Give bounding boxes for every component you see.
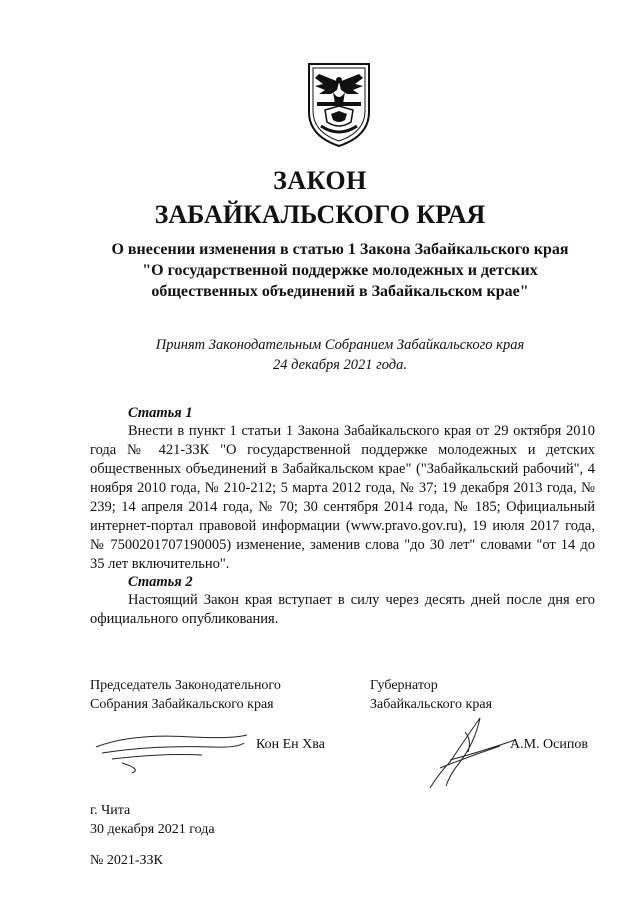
law-number: № 2021-ЗЗК — [90, 853, 163, 868]
adoption-note — [120, 335, 560, 375]
document-region-title: ЗАБАЙКАЛЬСКОГО КРАЯ — [154, 200, 486, 229]
article-1-heading: Статья 1 — [128, 405, 193, 421]
sign-date: 30 декабря 2021 года — [90, 822, 215, 837]
document-subtitle — [60, 239, 620, 302]
article-2-text: Настоящий Закон края вступает в силу через десять дней после дня его официального опубликования. — [90, 592, 595, 627]
article-2-heading: Статья 2 — [128, 574, 193, 590]
signatory-left-title: Председатель Законодательного Собрания Забайкальского края — [90, 678, 281, 712]
signatory-left-name: Кон Ен Хва — [256, 737, 325, 752]
place-and-date — [90, 801, 215, 839]
city: г. Чита — [90, 803, 131, 818]
coat-of-arms-icon — [303, 60, 375, 148]
signatory-right-name: А.М. Осипов — [510, 737, 588, 752]
signatory-right-title: Губернатор Забайкальского края — [370, 678, 493, 712]
article-1-text: Внести в пункт 1 статьи 1 Закона Забайкальского края от 29 октября 2010 года № 421-ЗЗК "О государственной поддержке молодежных и детских общественных объединений в Забайкальском крае" ("Забайкальский рабочий", 4 ноября 2010 года, № 210-212; 5 марта 2012 года, № 37; 19 декабря 2013 года, № 239; 14 апреля 2014 года, № 70; 30 сентября 2014 года, № 185; Официальный интернет-портал правовой информации (www.pravo.gov.ru), 19 июля 2017 года, № 7500201707190005) изменение, заменив слова "до 30 лет" словами "от 14 до 35 лет включительно". — [90, 423, 595, 572]
subtitle-line: общественных объединений в Забайкальском крае" — [151, 283, 529, 300]
document-title: ЗАКОН — [273, 166, 367, 195]
adoption-line: Принят Законодательным Собранием Забайкальского края — [155, 337, 525, 353]
signature-left-icon — [92, 725, 252, 775]
subtitle-line: О внесении изменения в статью 1 Закона Забайкальского края — [111, 241, 569, 258]
adoption-date: 24 декабря 2021 года. — [272, 357, 407, 373]
subtitle-line: "О государственной поддержке молодежных и детских — [142, 262, 538, 279]
signature-right-icon — [420, 712, 520, 792]
